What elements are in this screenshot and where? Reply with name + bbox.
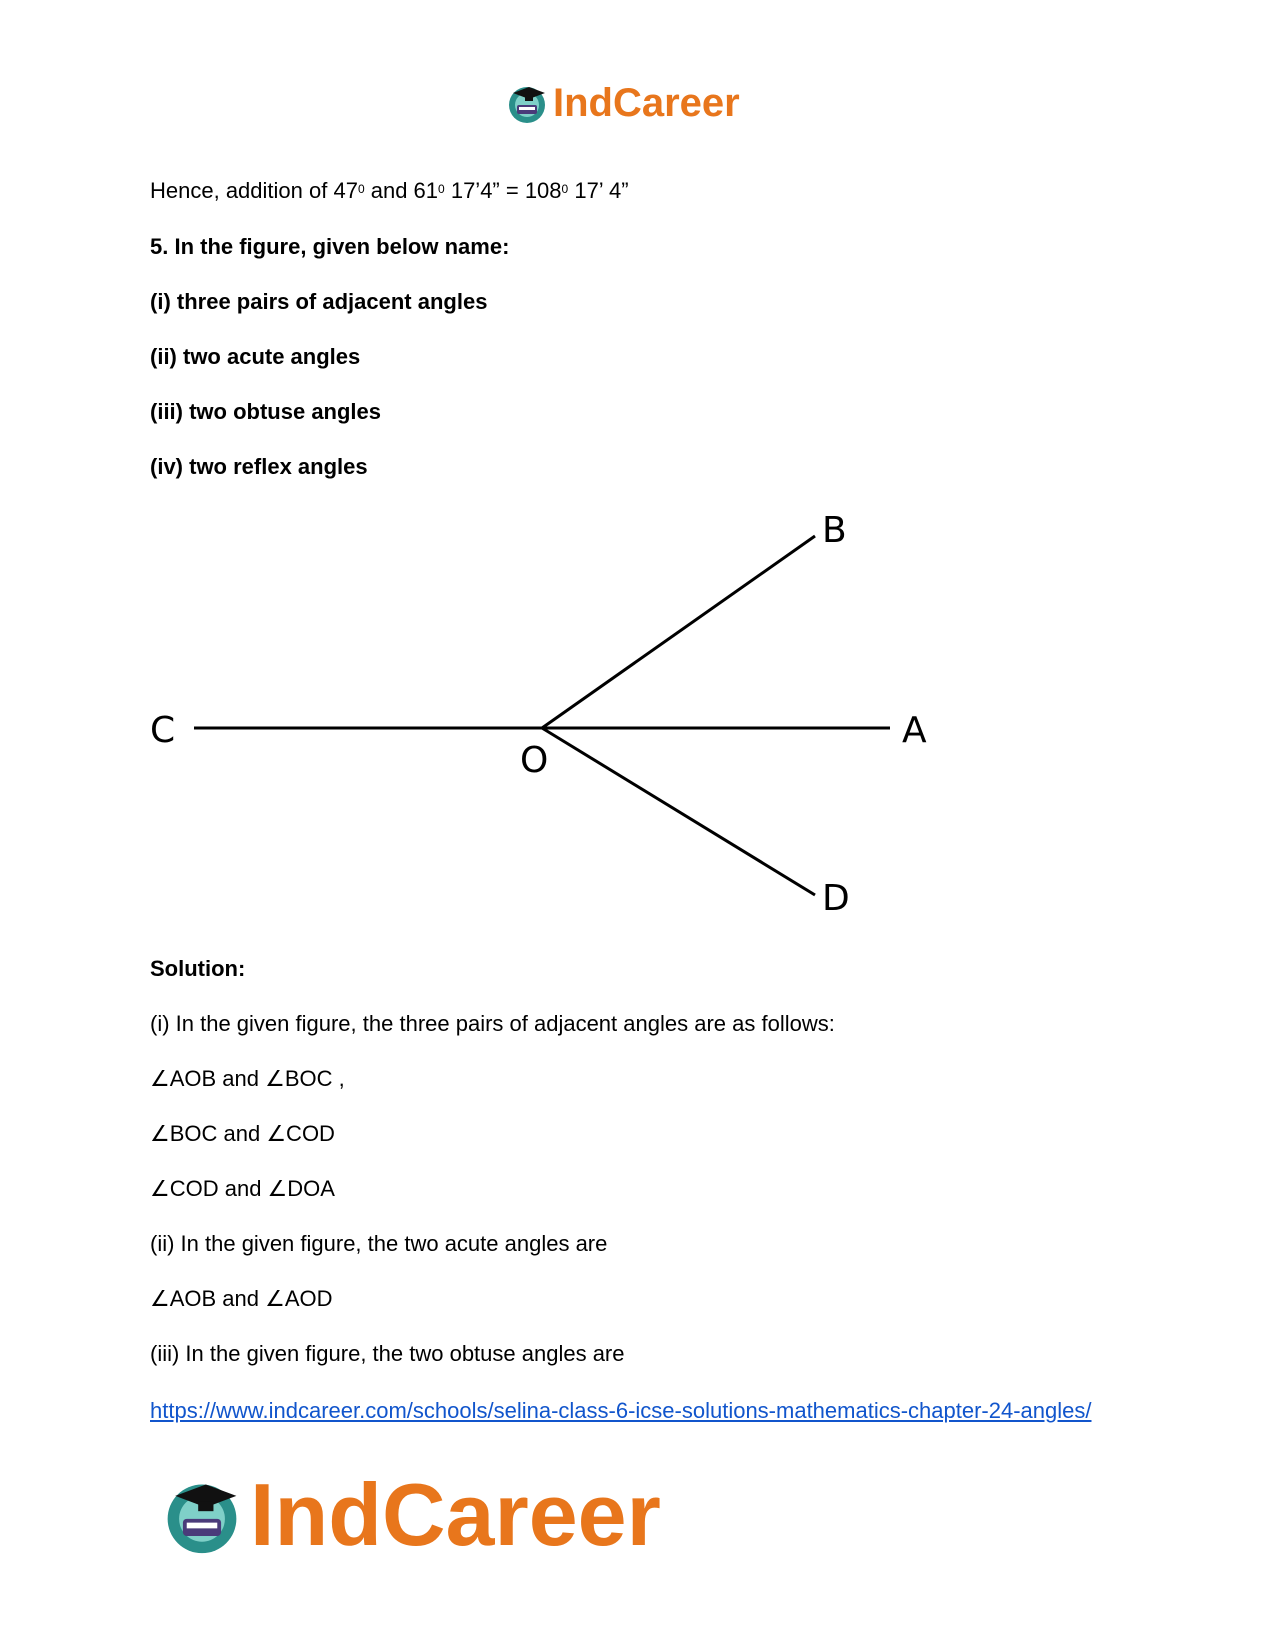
question-part-i: (i) three pairs of adjacent angles [150,289,488,314]
question-part-iii: (iii) two obtuse angles [150,399,382,424]
question-part-ii: (ii) two acute angles [150,344,361,369]
label-d: D [822,878,850,919]
ray-ob [542,536,815,728]
solution-part-iii: (iii) In the given figure, the two obtuse angles are [150,1341,625,1366]
addition-result-line: Hence, addition of $47^0$ and $61^0$ 17’4” = $108^0$ 17’ 4” [150,178,629,203]
header-logo [505,80,740,126]
acute-angles: ∠AOB and ∠AOD [150,1286,333,1311]
solution-heading: Solution: [150,956,246,981]
adjacent-pair-1: ∠AOB and ∠BOC , [150,1066,345,1091]
graduation-globe-icon [505,81,549,125]
label-o: O [520,740,549,781]
source-link[interactable]: https://www.indcareer.com/schools/selina-class-6-icse-solutions-mathematics-chapter-24-angles/ [150,1398,1092,1423]
adjacent-pair-3: ∠COD and ∠DOA [150,1176,335,1201]
adjacent-pair-2: ∠BOC and ∠COD [150,1121,335,1146]
ray-od [542,728,815,895]
graduation-globe-icon [160,1473,244,1557]
label-a: A [902,710,927,751]
footer-logo [160,1465,661,1564]
solution-part-i: (i) In the given figure, the three pairs of adjacent angles are as follows: [150,1011,835,1036]
solution-part-ii: (ii) In the given figure, the two acute angles are [150,1231,608,1256]
question-part-iv: (iv) two reflex angles [150,454,368,479]
angle-figure [150,510,950,920]
footer-logo-text: IndCareer [250,1465,661,1564]
question-heading: 5. In the figure, given below name: [150,234,510,259]
label-c: C [150,710,176,751]
header-logo-text: IndCareer [553,80,740,125]
label-b: B [822,510,847,551]
